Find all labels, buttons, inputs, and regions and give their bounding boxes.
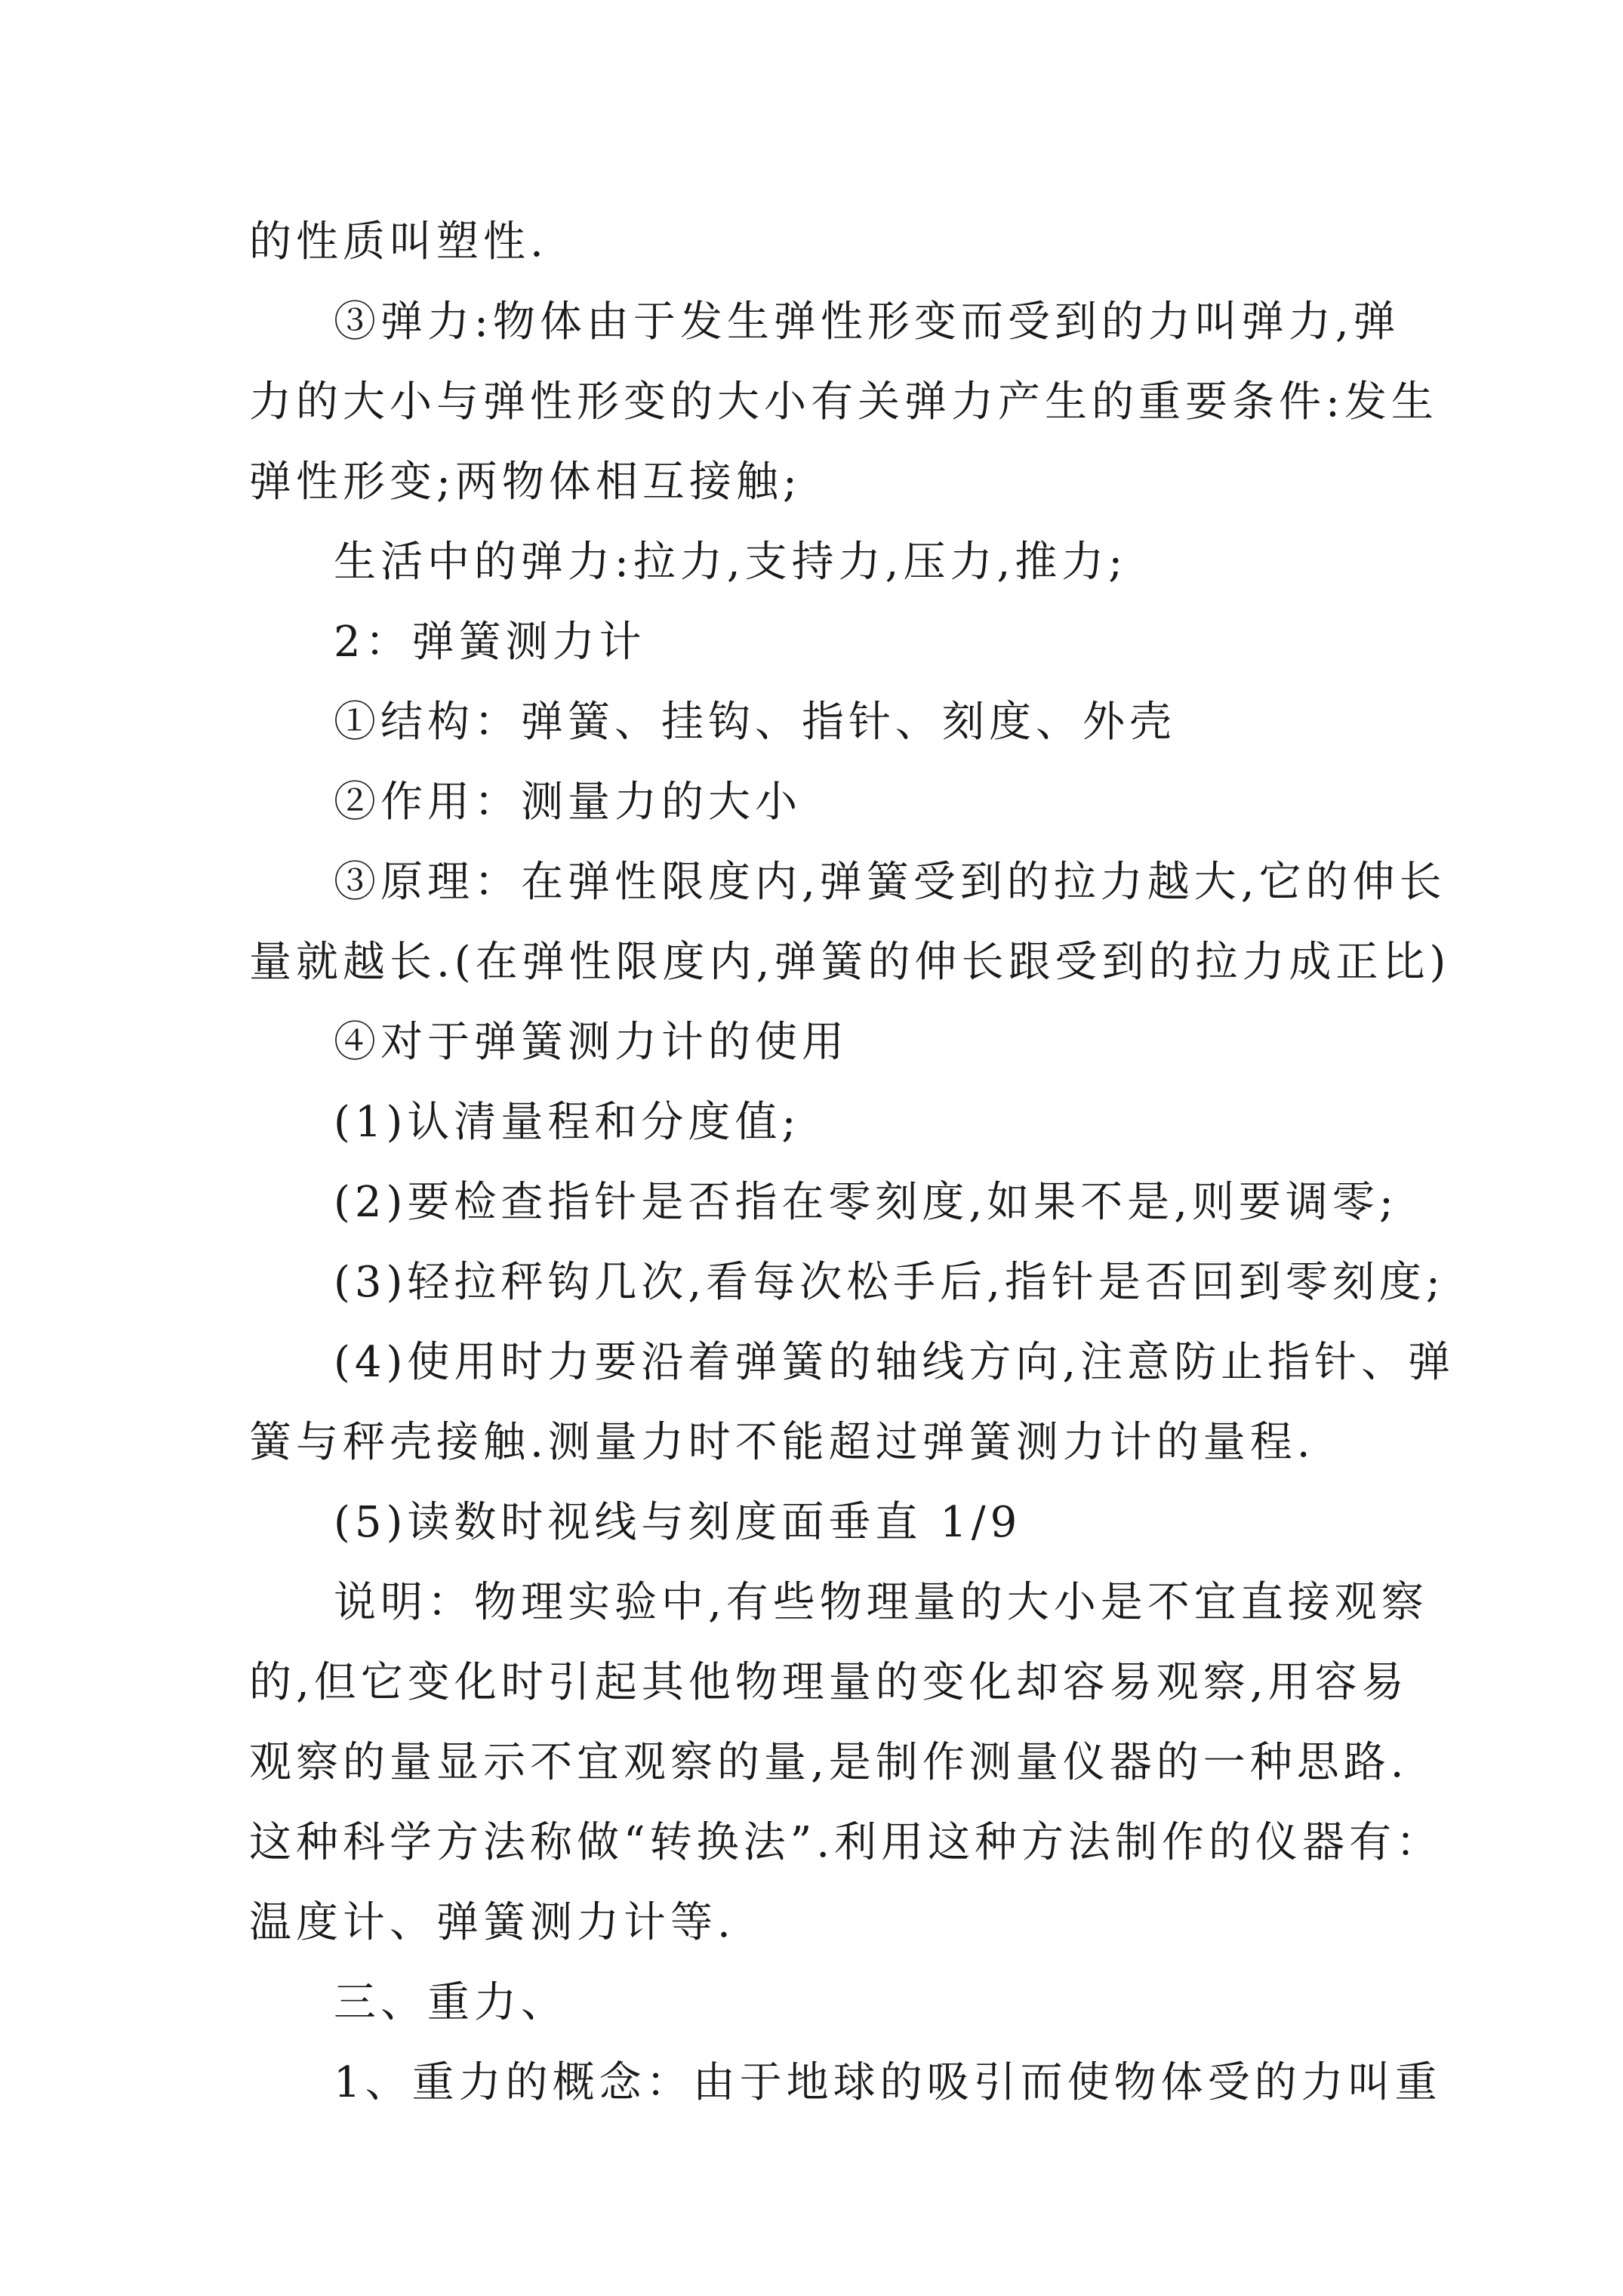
text-line: 弹性形变;两物体相互接触; [249,458,802,507]
text-line: 温度计、弹簧测力计等. [249,1898,735,1947]
text-line: ②作用：测量力的大小 [334,778,802,827]
text-line: 说明：物理实验中,有些物理量的大小是不宜直接观察 [334,1578,1428,1627]
document-body [249,202,1455,2123]
text-line: ④对于弹簧测力计的使用 [334,1018,848,1067]
text-line: ③原理：在弹性限度内,弹簧受到的拉力越大,它的伸长 [334,858,1446,907]
list-item: (2)要检查指针是否指在零刻度,如果不是,则要调零; [334,1178,1398,1227]
text-line: 的性质叫塑性. [249,217,548,267]
text-line: 量就越长.(在弹性限度内,弹簧的伸长跟受到的拉力成正比) [249,938,1451,987]
text-line: ③弹力:物体由于发生弹性形变而受到的力叫弹力,弹 [334,297,1400,347]
text-line: 簧与秤壳接触.测量力时不能超过弹簧测力计的量程. [249,1418,1315,1467]
text-line: 1、重力的概念：由于地球的吸引而使物体受的力叫重 [334,2058,1442,2107]
section-heading: 2：弹簧测力计 [334,618,646,667]
text-line: 这种科学方法称做“转换法”.利用这种方法制作的仪器有： [249,1818,1443,1867]
text-line: 力的大小与弹性形变的大小有关弹力产生的重要条件:发生 [249,378,1438,427]
text-line: ①结构：弹簧、挂钩、指针、刻度、外壳 [334,698,1176,747]
list-item: (1)认清量程和分度值; [334,1098,801,1147]
list-item: (5)读数时视线与刻度面垂直 1/9 [334,1498,1022,1547]
text-line: 的,但它变化时引起其他物理量的变化却容易观察,用容易 [249,1658,1409,1707]
list-item: (3)轻拉秤钩几次,看每次松手后,指针是否回到零刻度; [334,1258,1445,1307]
list-item: (4)使用时力要沿着弹簧的轴线方向,注意防止指针、弹 [334,1338,1455,1387]
text-line: 观察的量显示不宜观察的量,是制作测量仪器的一种思路. [249,1738,1409,1787]
section-heading: 三、重力、 [334,1978,568,2027]
text-line: 生活中的弹力:拉力,支持力,压力,推力; [334,538,1128,587]
